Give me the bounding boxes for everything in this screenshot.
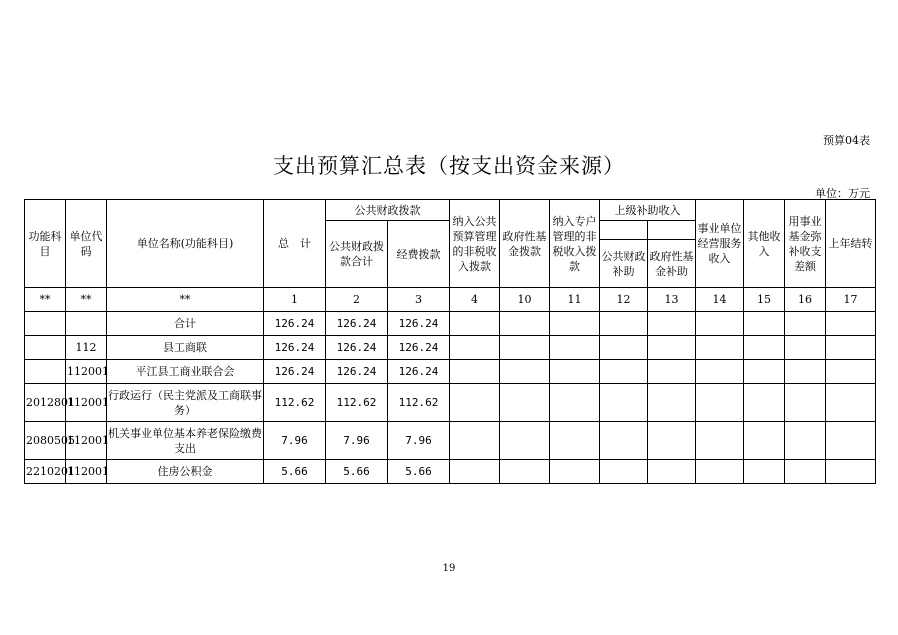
index-cell: 16 — [785, 288, 826, 312]
operating-cell: 126.24 — [388, 312, 450, 336]
total-cell: 126.24 — [264, 360, 326, 384]
operating-cell: 5.66 — [388, 460, 450, 484]
func-code-cell — [25, 336, 66, 360]
unit-name-cell: 机关事业单位基本养老保险缴费支出 — [107, 422, 264, 460]
unit-name-cell: 县工商联 — [107, 336, 264, 360]
total-cell: 7.96 — [264, 422, 326, 460]
func-code-cell: 2210201 — [25, 460, 66, 484]
index-cell: ** — [107, 288, 264, 312]
func-code-cell: 2012801 — [25, 384, 66, 422]
table-row — [25, 336, 876, 360]
header-fund-balance: 用事业基金弥补收支差额 — [785, 200, 826, 288]
table-row — [25, 312, 876, 336]
pf-total-cell: 126.24 — [326, 336, 388, 360]
index-cell: ** — [25, 288, 66, 312]
unit-label: 单位：万元 — [815, 187, 870, 200]
table-row — [25, 360, 876, 384]
operating-cell: 7.96 — [388, 422, 450, 460]
header-sub-gov-fund: 政府性基金补助 — [648, 240, 696, 288]
func-code-cell: 2080505 — [25, 422, 66, 460]
header-unit-name: 单位名称(功能科目) — [107, 200, 264, 288]
index-row — [25, 288, 876, 312]
unit-code-cell: 112001 — [66, 460, 107, 484]
page-number: 19 — [442, 563, 456, 574]
unit-name-cell: 合计 — [107, 312, 264, 336]
form-number: 预算04表 — [823, 134, 870, 147]
index-cell: 14 — [696, 288, 744, 312]
header-business-income: 事业单位经营服务收入 — [696, 200, 744, 288]
total-cell: 5.66 — [264, 460, 326, 484]
header-sub-public-finance: 公共财政补助 — [600, 240, 648, 288]
header-superior-subsidy: 上级补助收入 — [600, 200, 696, 221]
unit-name-cell: 行政运行（民主党派及工商联事务） — [107, 384, 264, 422]
operating-cell: 126.24 — [388, 336, 450, 360]
index-cell: 3 — [388, 288, 450, 312]
header-nontax-special: 纳入专户管理的非税收入拨款 — [550, 200, 600, 288]
index-cell: 2 — [326, 288, 388, 312]
header-public-finance-total: 公共财政拨款合计 — [326, 221, 388, 288]
unit-name-cell: 住房公积金 — [107, 460, 264, 484]
unit-code-cell: 112001 — [66, 360, 107, 384]
index-cell: 1 — [264, 288, 326, 312]
unit-code-cell: 112001 — [66, 384, 107, 422]
unit-name-cell: 平江县工商业联合会 — [107, 360, 264, 384]
header-other-income: 其他收入 — [744, 200, 785, 288]
header-func-code: 功能科目 — [25, 200, 66, 288]
pf-total-cell: 126.24 — [326, 312, 388, 336]
unit-code-cell: 112001 — [66, 422, 107, 460]
pf-total-cell: 7.96 — [326, 422, 388, 460]
header-gov-fund: 政府性基金拨款 — [500, 200, 550, 288]
header-nontax-public: 纳入公共预算管理的非税收入拨款 — [450, 200, 500, 288]
func-code-cell — [25, 312, 66, 336]
total-cell: 126.24 — [264, 336, 326, 360]
pf-total-cell: 126.24 — [326, 360, 388, 384]
header-total: 总 计 — [264, 200, 326, 288]
index-cell: 4 — [450, 288, 500, 312]
pf-total-cell: 5.66 — [326, 460, 388, 484]
operating-cell: 112.62 — [388, 384, 450, 422]
index-cell: 17 — [826, 288, 876, 312]
index-cell: 13 — [648, 288, 696, 312]
index-cell: 10 — [500, 288, 550, 312]
table-row — [25, 460, 876, 484]
header-public-finance: 公共财政拨款 — [326, 200, 450, 221]
pf-total-cell: 112.62 — [326, 384, 388, 422]
total-cell: 126.24 — [264, 312, 326, 336]
operating-cell: 126.24 — [388, 360, 450, 384]
unit-code-cell: 112 — [66, 336, 107, 360]
budget-table — [24, 199, 876, 484]
func-code-cell — [25, 360, 66, 384]
header-last-year-carryover: 上年结转 — [826, 200, 876, 288]
total-cell: 112.62 — [264, 384, 326, 422]
page-title: 支出预算汇总表（按支出资金来源） — [273, 154, 625, 178]
index-cell: ** — [66, 288, 107, 312]
header-unit-code: 单位代码 — [66, 200, 107, 288]
index-cell: 12 — [600, 288, 648, 312]
table-row — [25, 384, 876, 422]
unit-code-cell — [66, 312, 107, 336]
index-cell: 11 — [550, 288, 600, 312]
table-row — [25, 422, 876, 460]
header-operating-funds: 经费拨款 — [388, 221, 450, 288]
index-cell: 15 — [744, 288, 785, 312]
